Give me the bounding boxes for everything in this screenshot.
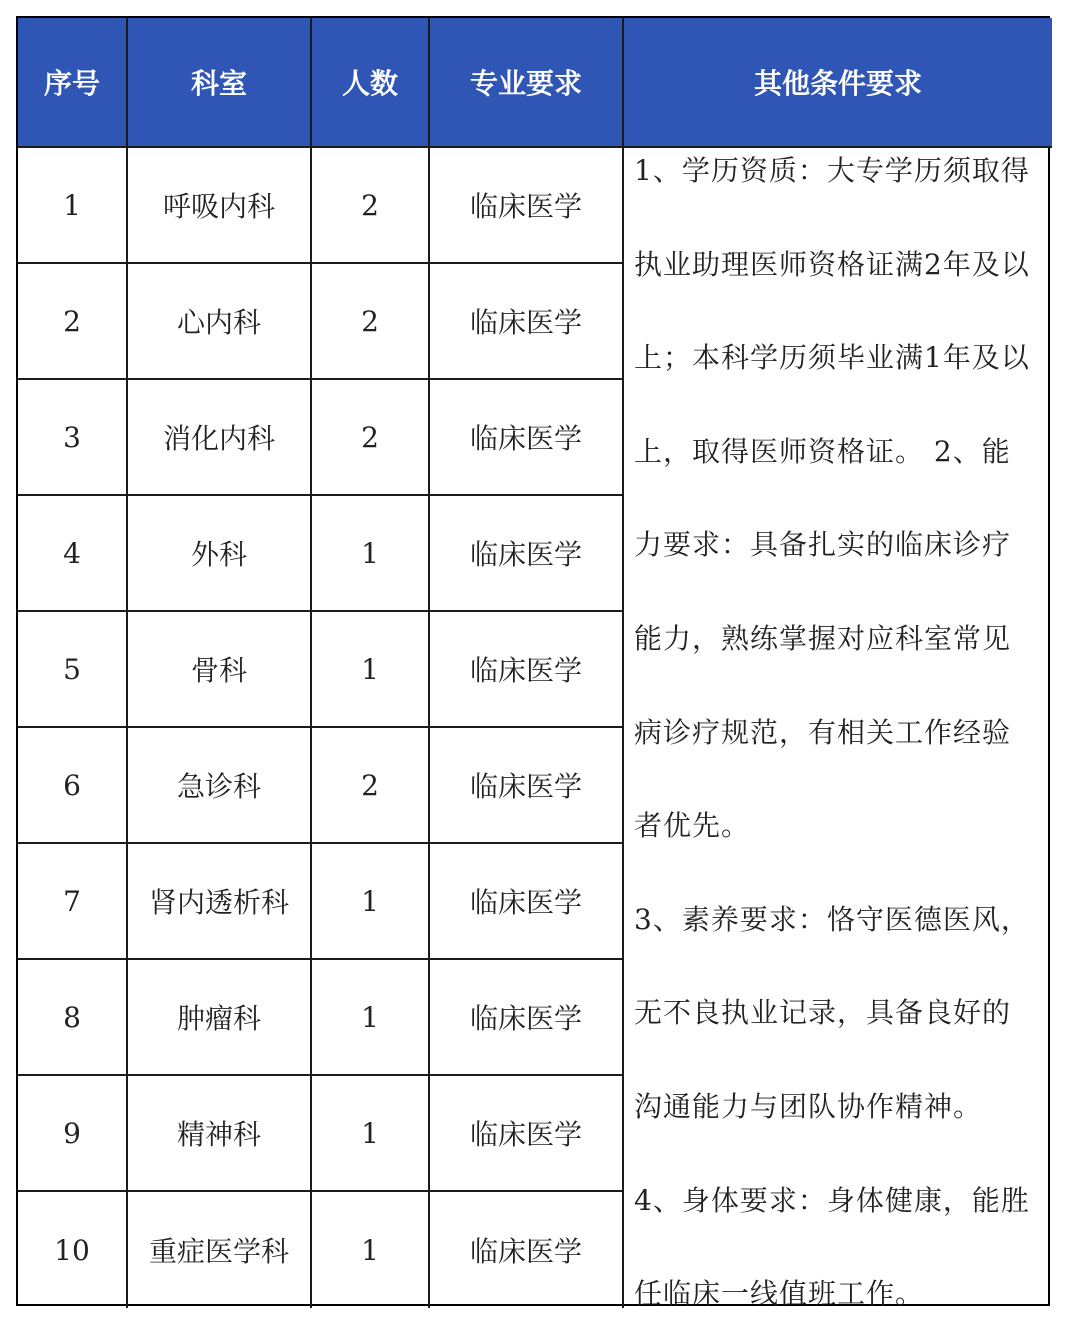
cell-major: 临床医学 [430,264,624,380]
requirement-line: 者优先。 [634,809,751,843]
cell-dept: 重症医学科 [128,1192,312,1308]
cell-seq: 8 [18,960,128,1076]
recruitment-table [16,16,1050,1306]
cell-major: 临床医学 [430,1192,624,1308]
cell-count: 1 [312,496,430,612]
cell-seq: 10 [18,1192,128,1308]
cell-major: 临床医学 [430,728,624,844]
cell-dept: 骨科 [128,612,312,728]
cell-seq: 1 [18,148,128,264]
header-dept: 科室 [128,18,312,148]
cell-seq: 5 [18,612,128,728]
other-requirements-cell [624,124,1052,1308]
requirement-line: 任临床一线值班工作。 [634,1277,925,1308]
cell-seq: 6 [18,728,128,844]
requirement-line: 沟通能力与团队协作精神。 [634,1089,983,1123]
cell-dept: 外科 [128,496,312,612]
requirement-line: 无不良执业记录，具备良好的 [634,996,1012,1030]
requirement-line: 1、学历资质：大专学历须取得 [634,154,1030,187]
requirement-line: 执业助理医师资格证满2年及以 [634,247,1030,281]
requirement-line: 力要求：具备扎实的临床诊疗 [634,528,1012,562]
cell-seq: 2 [18,264,128,380]
cell-dept: 精神科 [128,1076,312,1192]
header-seq: 序号 [18,18,128,148]
requirement-line: 病诊疗规范，有相关工作经验 [634,715,1012,749]
cell-seq: 9 [18,1076,128,1192]
cell-major: 临床医学 [430,148,624,264]
requirement-line: 3、素养要求：恪守医德医风， [634,902,1030,936]
cell-dept: 呼吸内科 [128,148,312,264]
cell-dept: 急诊科 [128,728,312,844]
cell-seq: 7 [18,844,128,960]
cell-seq: 3 [18,380,128,496]
header-count: 人数 [312,18,430,148]
cell-major: 临床医学 [430,844,624,960]
cell-dept: 肿瘤科 [128,960,312,1076]
cell-major: 临床医学 [430,1076,624,1192]
cell-dept: 肾内透析科 [128,844,312,960]
cell-count: 2 [312,264,430,380]
cell-major: 临床医学 [430,612,624,728]
cell-count: 2 [312,380,430,496]
requirement-line: 能力，熟练掌握对应科室常见 [634,621,1012,655]
cell-count: 1 [312,844,430,960]
cell-count: 1 [312,1076,430,1192]
cell-count: 2 [312,728,430,844]
requirement-line: 上，取得医师资格证。 2、能 [634,434,1011,468]
cell-major: 临床医学 [430,496,624,612]
cell-count: 2 [312,148,430,264]
header-major: 专业要求 [430,18,624,148]
cell-count: 1 [312,1192,430,1308]
cell-major: 临床医学 [430,960,624,1076]
cell-major: 临床医学 [430,380,624,496]
cell-count: 1 [312,612,430,728]
requirement-line: 4、身体要求：身体健康，能胜 [634,1183,1030,1217]
cell-dept: 心内科 [128,264,312,380]
cell-count: 1 [312,960,430,1076]
cell-dept: 消化内科 [128,380,312,496]
cell-seq: 4 [18,496,128,612]
header-other: 其他条件要求 [624,18,1052,148]
requirement-line: 上；本科学历须毕业满1年及以 [634,341,1030,375]
